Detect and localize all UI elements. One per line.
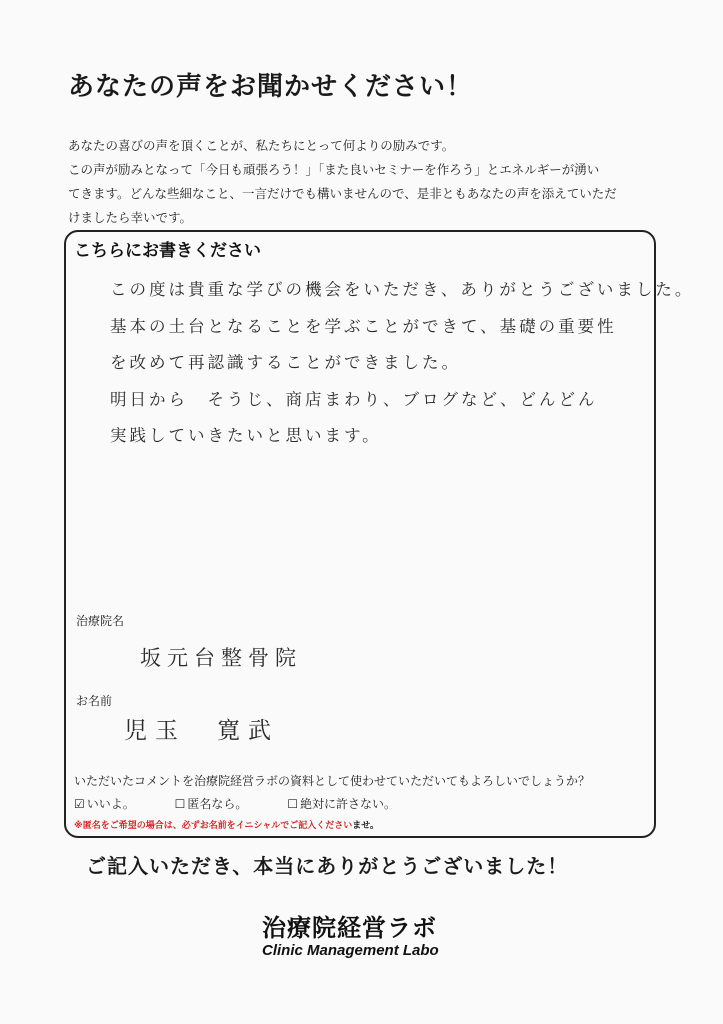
logo-japanese: 治療院経営ラボ: [262, 914, 437, 942]
comment-line: を改めて再認識することができました。: [110, 353, 461, 372]
thanks-message: ご記入いただき、本当にありがとうございました！: [86, 854, 569, 878]
clinic-name-value: 坂元台整骨院: [140, 646, 302, 670]
checkbox-icon[interactable]: ☐: [174, 797, 186, 811]
note-tail-text: ませ。: [352, 821, 379, 831]
option-label: 匿名なら。: [187, 797, 248, 811]
option-ok[interactable]: [74, 795, 135, 812]
intro-line: てきます。どんな些細なこと、一言だけでも構いませんので、是非ともあなたの声を添えていただ: [68, 186, 617, 201]
clinic-name-label: 治療院名: [76, 614, 125, 628]
intro-text: [68, 134, 668, 230]
page-title: あなたの声をお聞かせください！: [68, 72, 474, 102]
option-anonymous[interactable]: [175, 795, 248, 812]
checkbox-icon[interactable]: ☐: [287, 797, 298, 811]
intro-line: あなたの喜びの声を頂くことが、私たちにとって何よりの励みです。: [68, 138, 455, 153]
person-name-value: 児玉 寛武: [124, 718, 279, 744]
checked-box-icon[interactable]: ☑: [74, 797, 85, 811]
logo-english: Clinic Management Labo: [262, 942, 439, 959]
comment-box-heading: こちらにお書きください: [74, 241, 261, 261]
intro-line: この声が励みとなって「今日も頑張ろう！」「また良いセミナーを作ろう」とエネルギーが湧い: [68, 162, 600, 177]
note-red-text: ※匿名をご希望の場合は、必ずお名前をイニシャルでご記入ください: [74, 821, 353, 831]
intro-line: けましたら幸いです。: [68, 210, 193, 225]
option-label: いいよ。: [86, 797, 135, 811]
person-name-label: お名前: [76, 694, 113, 708]
comment-line: 実践していきたいと思います。: [110, 426, 382, 445]
comment-line: 基本の土台となることを学ぶことができて、基礎の重要性: [110, 316, 617, 336]
handwritten-comment: [110, 272, 695, 455]
comment-line: この度は貴重な学びの機会をいただき、ありがとうございました。: [110, 280, 695, 299]
anonymity-note: [74, 818, 379, 831]
permission-question: いただいたコメントを治療院経営ラボの資料として使わせていただいてもよろしいでしょうか？: [74, 774, 591, 788]
comment-line: 明日から そうじ、商店まわり、ブログなど、どんどん: [110, 389, 598, 409]
permission-options: [74, 795, 432, 812]
option-refuse[interactable]: [287, 795, 396, 812]
option-label: 絶対に許さない。: [299, 797, 396, 811]
